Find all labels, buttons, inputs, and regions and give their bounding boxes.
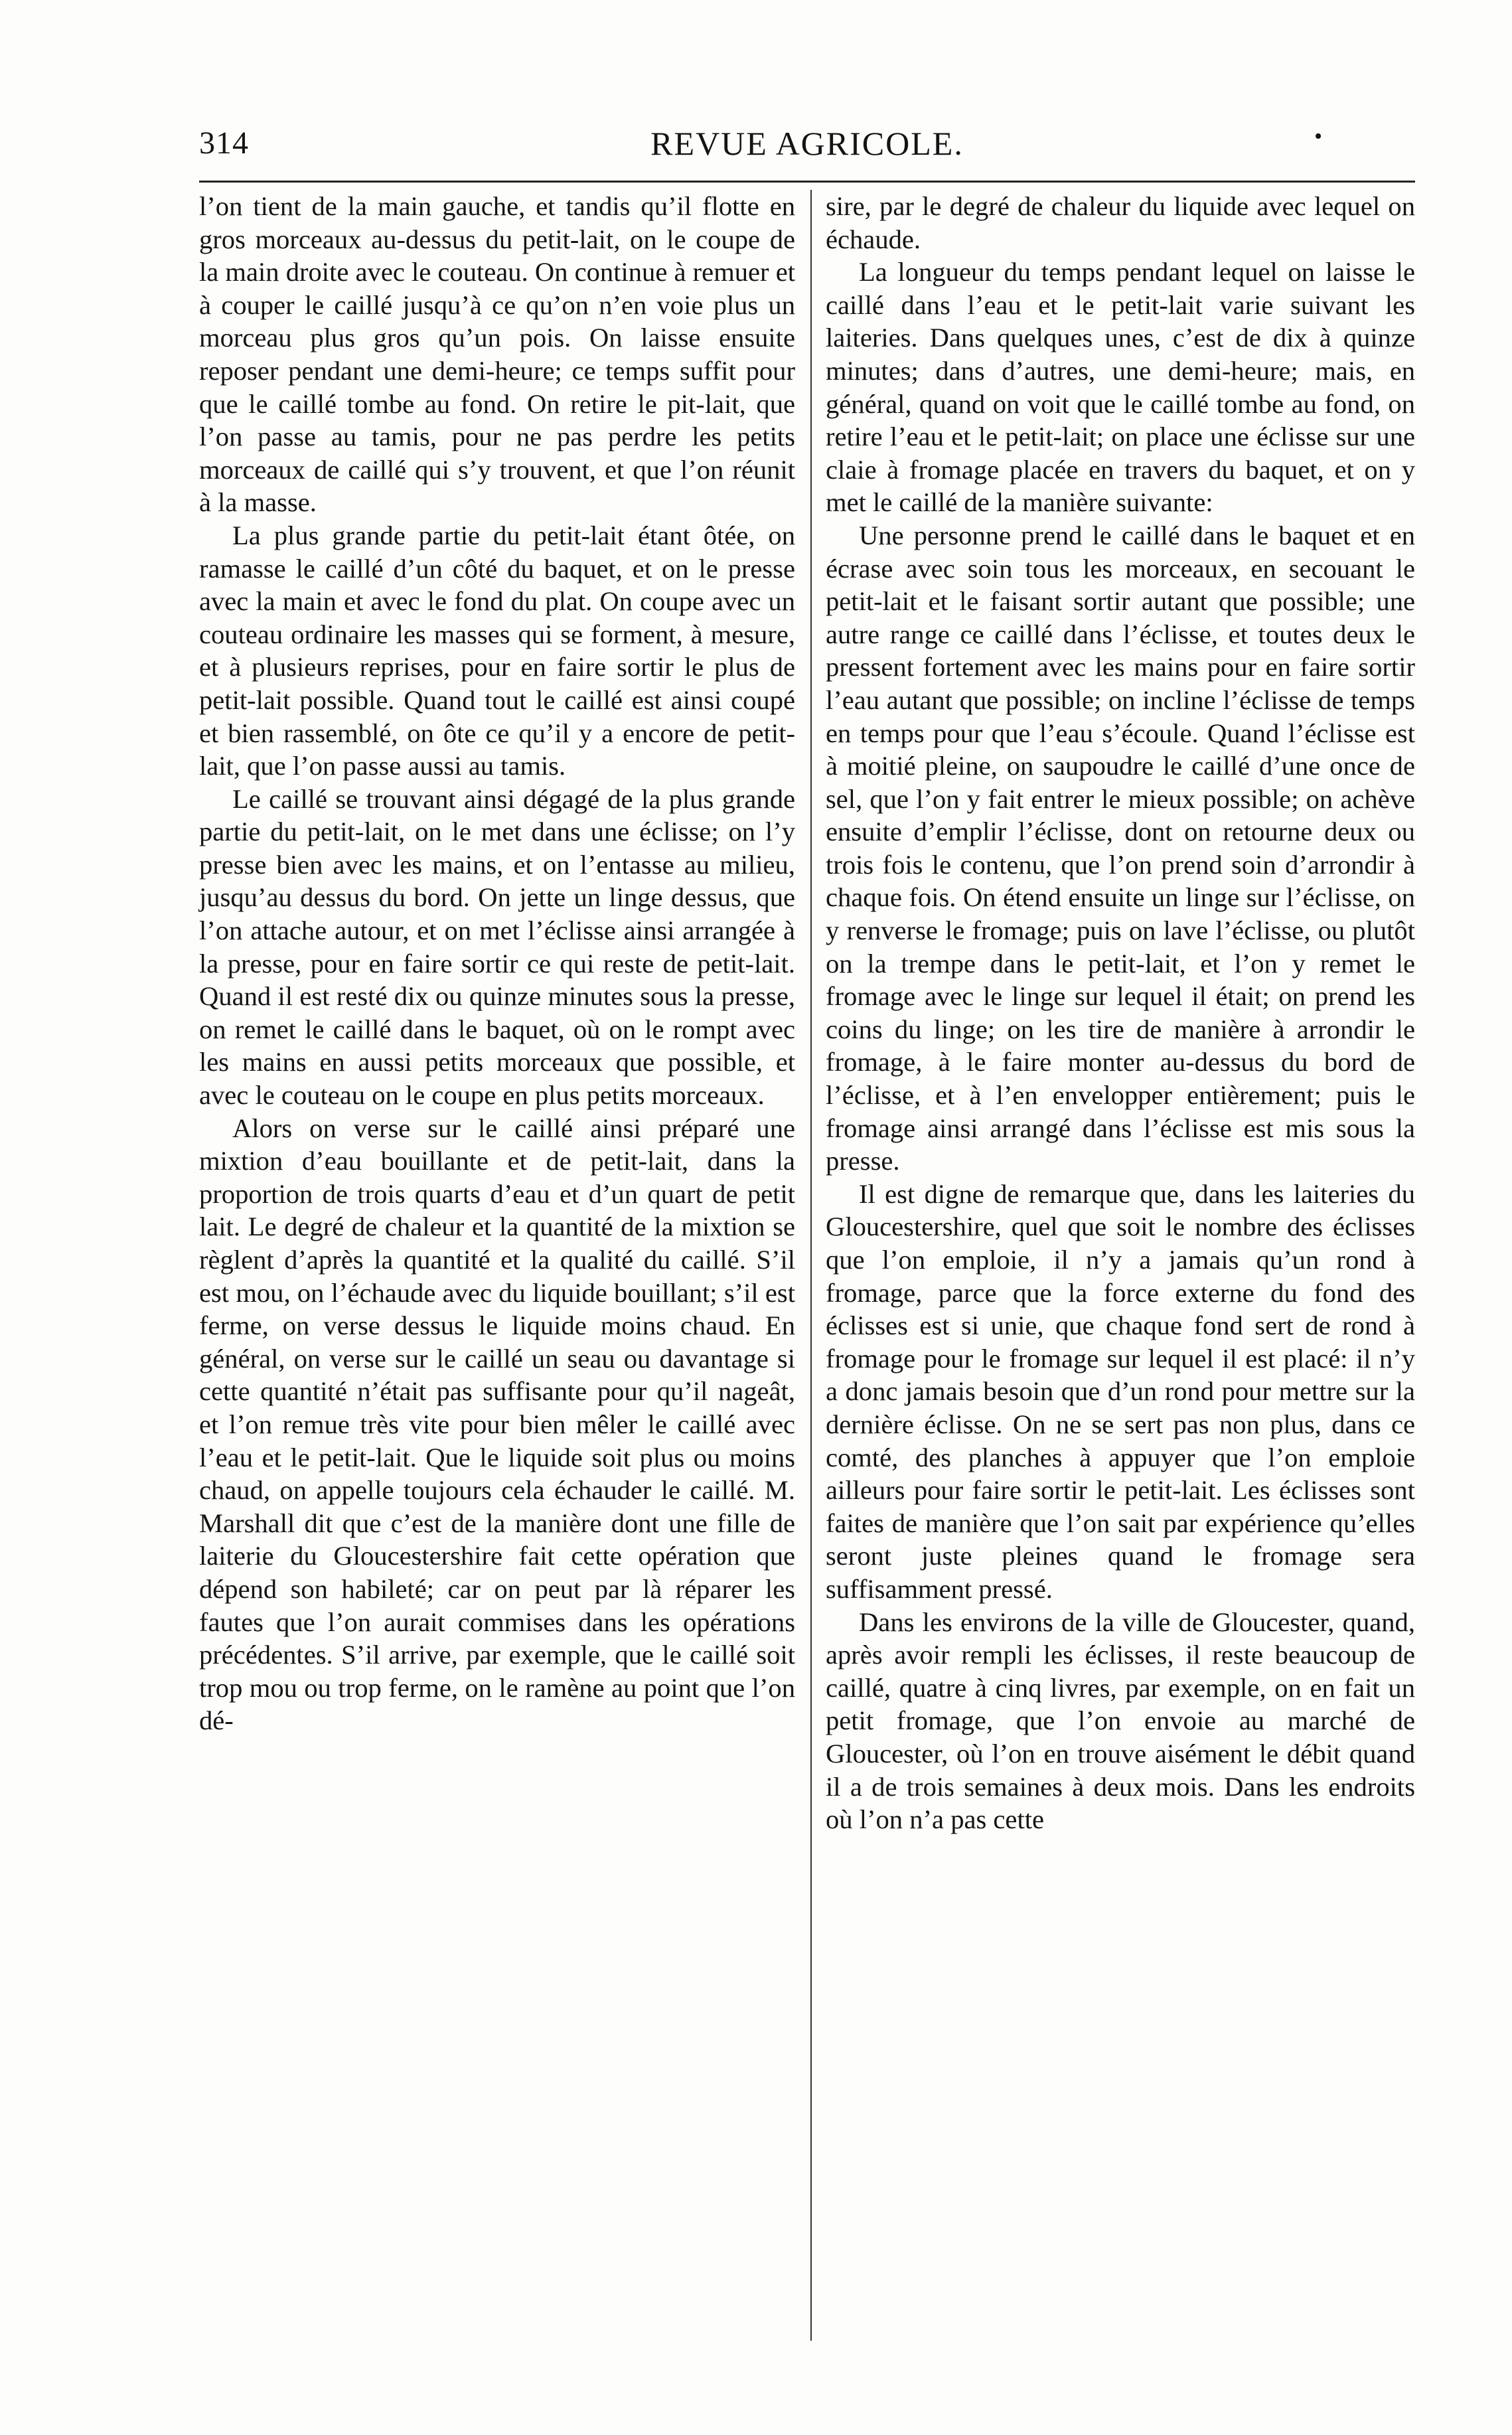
paragraph: Il est digne de remarque que, dans les laiteries du Gloucestershire, quel que soit le nombre des éclisses que l’on emploie, il n’y a jamais qu’un rond à fromage, parce que la force externe du fond des éclisses est si unie, que chaque fond sert de rond à fromage pour le fromage sur lequel il est placé: il n’y a donc jamais besoin que d’un rond pour mettre sur la dernière éclisse. On ne se sert pas non plus, dans ce comté, des planches à appuyer que l’on emploie ailleurs pour faire sortir le petit-lait. Les éclisses sont faites de manière que l’on sait par expérience qu’elles seront juste pleines quand le fromage sera suffisamment pressé.	[826, 1178, 1415, 1604]
page-header	[199, 117, 1415, 170]
running-title: REVUE AGRICOLE.	[650, 125, 964, 162]
printer-mark: •	[1314, 124, 1322, 149]
paragraph: La plus grande partie du petit-lait étant ôtée, on ramasse le caillé d’un côté du baquet, et on le presse avec la main et avec le fond du plat. On coupe avec un couteau ordinaire les masses qui se forment, à mesure, et à plusieurs reprises, pour en faire sortir le plus de petit-lait possible. Quand tout le caillé est ainsi coupé et bien rassemblé, on ôte ce qu’il y a encore de petit-lait, que l’on passe aussi au tamis.	[199, 520, 795, 781]
left-column	[199, 190, 795, 2341]
paragraph: sire, par le degré de chaleur du liquide avec lequel on échaude.	[826, 191, 1415, 254]
paragraph: Alors on verse sur le caillé ainsi préparé une mixtion d’eau bouillante et de petit-lait, dans la proportion de trois quarts d’eau et d’un quart de petit lait. Le degré de chaleur et la quantité de la mixtion se règlent d’après la quantité et la qualité du caillé. S’il est mou, on l’échaude avec du liquide bouillant; s’il est ferme, on verse dessus le liquide moins chaud. En général, on verse sur le caillé un seau ou davantage si cette quantité n’était pas suffisante pour qu’il nageât, et l’on remue très vite pour bien mêler le caillé avec l’eau et le petit-lait. Que le liquide soit plus ou moins chaud, on appelle toujours cela échauder le caillé. M. Marshall dit que c’est de la manière dont une fille de laiterie du Gloucestershire fait cette opération que dépend son habileté; car on peut par là réparer les fautes que l’on aurait commises dans les opérations précédentes. S’il arrive, par exemple, que le caillé soit trop mou ou trop ferme, on le ramène au point que l’on dé-	[199, 1113, 795, 1736]
right-column	[826, 190, 1415, 2341]
paragraph: La longueur du temps pendant lequel on laisse le caillé dans l’eau et le petit-lait varie suivant les laiteries. Dans quelques unes, c’est de dix à quinze minutes; dans d’autres, une demi-heure; mais, en général, quand on voit que le caillé tombe au fond, on retire l’eau et le petit-lait; on place une éclisse sur une claie à fromage placée en travers du baquet, et on y met le caillé de la manière suivante:	[826, 257, 1415, 518]
paragraph: Dans les environs de la ville de Gloucester, quand, après avoir rempli les éclisses, il reste beaucoup de caillé, quatre à cinq livres, par exemple, on en fait un petit fromage, que l’on envoie au marché de Gloucester, où l’on en trouve aisément le débit quand il a de trois semaines à deux mois. Dans les endroits où l’on n’a pas cette	[826, 1607, 1415, 1835]
page-number: 314	[199, 125, 249, 161]
header-rule	[199, 181, 1415, 183]
paragraph: Le caillé se trouvant ainsi dégagé de la plus grande partie du petit-lait, on le met dans une éclisse; on l’y presse bien avec les mains, et on l’entasse au milieu, jusqu’au dessus du bord. On jette un linge dessus, que l’on attache autour, et on met l’éclisse ainsi arrangée à la presse, pour en faire sortir ce qui reste de petit-lait. Quand il est resté dix ou quinze minutes sous la presse, on remet le caillé dans le baquet, où on le rompt avec les mains en aussi petits morceaux que possible, et avec le couteau on le coupe en plus petits morceaux.	[199, 783, 795, 1111]
column-divider	[810, 190, 812, 2341]
paragraph: Une personne prend le caillé dans le baquet et en écrase avec soin tous les morceaux, en secouant le petit-lait et le faisant sortir autant que possible; une autre range ce caillé dans l’éclisse, et toutes deux le pressent fortement avec les mains pour en faire sortir l’eau autant que possible; on incline l’éclisse de temps en temps pour que l’eau s’écoule. Quand l’éclisse est à moitié pleine, on saupoudre le caillé d’une once de sel, que l’on y fait entrer le mieux possible; on achève ensuite d’emplir l’éclisse, dont on retourne deux ou trois fois le contenu, que l’on prend soin d’arrondir à chaque fois. On étend ensuite un linge sur l’éclisse, on y renverse le fromage; puis on lave l’éclisse, ou plutôt on la trempe dans le petit-lait, et l’on y remet le fromage avec le linge sur lequel il était; on prend les coins du linge; on les tire de manière à arrondir le fromage, à le faire monter au-dessus du bord de l’éclisse, et à l’en envelopper entièrement; puis le fromage ainsi arrangé dans l’éclisse est mis sous la presse.	[826, 520, 1415, 1176]
paragraph: l’on tient de la main gauche, et tandis qu’il flotte en gros morceaux au-dessus du petit-lait, on le coupe de la main droite avec le couteau. On continue à remuer et à couper le caillé jusqu’à ce qu’on n’en voie plus un morceau plus gros qu’un pois. On laisse ensuite reposer pendant une demi-heure; ce temps suffit pour que le caillé tombe au fond. On retire le pit-lait, que l’on passe au tamis, pour ne pas perdre les petits morceaux de caillé qui s’y trouvent, et que l’on réunit à la masse.	[199, 191, 795, 518]
